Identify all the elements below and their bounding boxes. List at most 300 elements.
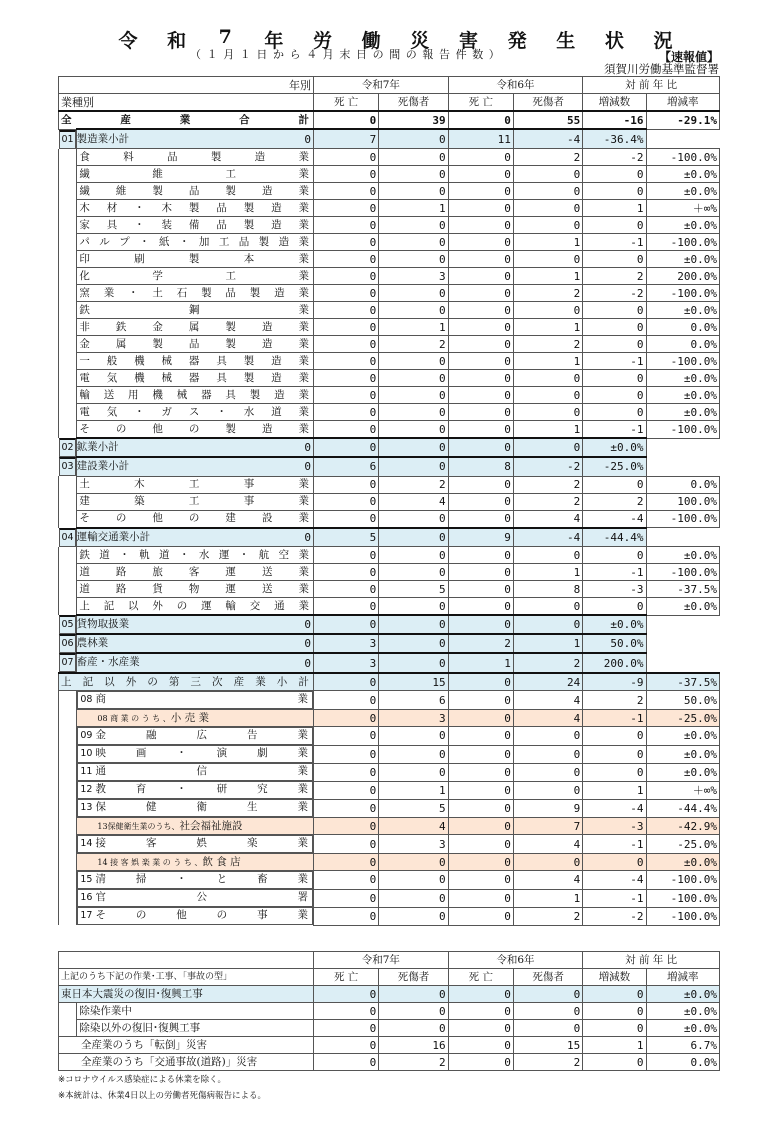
cell-r7c: 0 bbox=[379, 302, 448, 319]
cell-r7c: 0 bbox=[379, 727, 448, 746]
cell-r6d: 0 bbox=[448, 547, 513, 564]
row-code: 08 bbox=[80, 694, 93, 705]
cell-diff: 0 bbox=[583, 1054, 646, 1071]
cell-r7d: 0 bbox=[314, 1020, 379, 1037]
cell-r6c: 9 bbox=[513, 799, 582, 818]
cell-rate: -100.0% bbox=[646, 907, 719, 925]
cell-r7d: 0 bbox=[314, 871, 379, 890]
cell-diff: -1 bbox=[583, 710, 646, 727]
cell-r7d: 0 bbox=[314, 319, 379, 336]
title-char: 害 bbox=[458, 30, 478, 52]
row-code: 06 bbox=[61, 638, 74, 649]
table-row bbox=[59, 387, 720, 404]
cell-r6d: 0 bbox=[448, 598, 513, 616]
cell-r7d: 0 bbox=[314, 781, 379, 799]
row-label: 全産業のうち「転倒」災害 bbox=[59, 1037, 314, 1054]
table-row bbox=[59, 564, 720, 581]
cell-diff: 0 bbox=[583, 166, 646, 183]
title-char: 状 bbox=[604, 30, 624, 52]
cell-r7d: 0 bbox=[314, 200, 379, 217]
cell-r6d: 0 bbox=[448, 510, 513, 528]
cell-rate: ±0.0% bbox=[646, 745, 719, 763]
table-row bbox=[59, 129, 720, 149]
table-row bbox=[59, 1054, 720, 1071]
cell-r6c: 0 bbox=[513, 598, 582, 616]
cell-r7d: 0 bbox=[77, 528, 314, 547]
cell-r7d: 0 bbox=[314, 421, 379, 439]
row-label: そ の 他 の 製 造 業 bbox=[79, 422, 309, 435]
cell-rate: ±0.0% bbox=[646, 763, 719, 781]
r7-header: 令和7年 bbox=[314, 77, 449, 94]
row-label: 食 料 品 製 造 業 bbox=[79, 150, 309, 163]
row-label: そ の 他 の 事 業 bbox=[95, 909, 308, 921]
cell-diff: 0 bbox=[583, 404, 646, 421]
table-row bbox=[59, 302, 720, 319]
cell-rate: ±0.0% bbox=[646, 166, 719, 183]
row-code: 13 bbox=[80, 802, 93, 813]
cell-rate: ±0.0% bbox=[646, 727, 719, 746]
cell-r7c: 3 bbox=[314, 634, 379, 653]
cell-r7d: 0 bbox=[314, 493, 379, 510]
cell-rate: -100.0% bbox=[646, 889, 719, 907]
table-row bbox=[59, 319, 720, 336]
table-row bbox=[59, 907, 720, 925]
cell-r6c: 2 bbox=[513, 476, 582, 493]
cell-r6c: 0 bbox=[513, 763, 582, 781]
table-row bbox=[59, 457, 720, 476]
r6-casualties-header: 死傷者 bbox=[513, 94, 582, 112]
bottom-rate-header: 増減率 bbox=[646, 969, 719, 986]
cell-diff: 0 bbox=[583, 986, 646, 1003]
cell-diff: -4 bbox=[583, 510, 646, 528]
cell-r6c: 0 bbox=[513, 404, 582, 421]
special-work-table bbox=[58, 951, 720, 1071]
cell-r6c: 0 bbox=[513, 745, 582, 763]
cell-r7c: 2 bbox=[379, 1054, 448, 1071]
cell-diff: 2 bbox=[513, 653, 582, 673]
cell-r7c: 4 bbox=[379, 818, 448, 835]
cell-diff: -1 bbox=[583, 234, 646, 251]
cell-r6d: 0 bbox=[448, 727, 513, 746]
table-row bbox=[59, 691, 720, 710]
cell-r7c: 0 bbox=[379, 598, 448, 616]
cell-r6d: 0 bbox=[448, 370, 513, 387]
cell-r6c: 2 bbox=[513, 1054, 582, 1071]
cell-r7c: 0 bbox=[379, 285, 448, 302]
cell-diff: 0 bbox=[583, 183, 646, 200]
cell-r7d: 0 bbox=[314, 889, 379, 907]
table-row bbox=[59, 353, 720, 370]
cell-r6c: 4 bbox=[513, 871, 582, 890]
cell-r7c: 3 bbox=[379, 268, 448, 285]
row-label: 全産業のうち「交通事故(道路)」災害 bbox=[59, 1054, 314, 1071]
cell-r7c: 6 bbox=[314, 457, 379, 476]
title-char: 令 bbox=[118, 30, 138, 52]
cell-rate: 200.0% bbox=[583, 653, 646, 673]
row-label: 農 林 業 bbox=[76, 637, 109, 649]
cell-rate: 50.0% bbox=[583, 634, 646, 653]
cell-r7c: 0 bbox=[379, 564, 448, 581]
table-row bbox=[59, 673, 720, 691]
cell-r7c: 16 bbox=[379, 1037, 448, 1054]
cell-r7c: 2 bbox=[379, 336, 448, 353]
cell-r6c: 0 bbox=[448, 438, 513, 457]
table-row bbox=[59, 183, 720, 200]
cell-rate: ±0.0% bbox=[646, 547, 719, 564]
cell-r6d: 0 bbox=[379, 457, 448, 476]
cell-rate: -37.5% bbox=[646, 581, 719, 598]
cell-r7c: 0 bbox=[379, 234, 448, 251]
cell-r7c: 6 bbox=[379, 691, 448, 710]
cell-diff: 0 bbox=[513, 438, 582, 457]
row-label: パ ル プ ・ 紙 ・ 加 工 品 製 造 業 bbox=[79, 235, 309, 248]
cell-r7c: 0 bbox=[379, 763, 448, 781]
cell-r7d: 0 bbox=[314, 510, 379, 528]
cell-rate: -100.0% bbox=[646, 564, 719, 581]
r6-header: 令和6年 bbox=[448, 77, 583, 94]
row-label: 輸 送 用 機 械 器 具 製 造 業 bbox=[79, 388, 309, 401]
cell-r6c: 8 bbox=[513, 581, 582, 598]
cell-diff: 0 bbox=[583, 370, 646, 387]
title-char: 災 bbox=[410, 30, 430, 52]
cell-r6d: 0 bbox=[448, 871, 513, 890]
row-label: 鉄 鋼 業 bbox=[79, 303, 309, 316]
cell-r6d: 0 bbox=[448, 564, 513, 581]
row-label: 官 公 署 bbox=[95, 891, 308, 903]
cell-r6c: 0 bbox=[513, 1003, 582, 1020]
row-code: 17 bbox=[80, 910, 93, 921]
cell-r6d: 0 bbox=[379, 528, 448, 547]
row-code: 12 bbox=[80, 784, 93, 795]
cell-r7d: 0 bbox=[314, 673, 379, 691]
row-label: 通 信 業 bbox=[95, 765, 308, 777]
cell-r6c: 1 bbox=[513, 353, 582, 370]
cell-r7c: 1 bbox=[379, 319, 448, 336]
cell-diff: 1 bbox=[583, 200, 646, 217]
cell-diff: 0 bbox=[583, 854, 646, 871]
cell-r7c: 0 bbox=[379, 166, 448, 183]
table-row bbox=[59, 710, 720, 727]
cell-rate: 6.7% bbox=[646, 1037, 719, 1054]
table-row bbox=[59, 781, 720, 799]
cell-r6c: 0 bbox=[513, 302, 582, 319]
cell-rate: -100.0% bbox=[646, 871, 719, 890]
table-row bbox=[59, 404, 720, 421]
cell-diff: 1 bbox=[583, 781, 646, 799]
table-row bbox=[59, 745, 720, 763]
row-code: 03 bbox=[61, 461, 74, 472]
cell-r6c: 0 bbox=[513, 1020, 582, 1037]
cell-r6d: 0 bbox=[379, 129, 448, 149]
cell-r7d: 0 bbox=[77, 634, 314, 653]
cell-diff: 0 bbox=[583, 745, 646, 763]
cell-r7c: 0 bbox=[379, 1020, 448, 1037]
cell-r7c: 0 bbox=[379, 217, 448, 234]
bottom-r7-casualties-header: 死傷者 bbox=[379, 969, 448, 986]
row-label: 土 木 工 事 業 bbox=[79, 478, 309, 490]
row-label: 小 売 業 bbox=[170, 711, 209, 724]
row-label: 除染作業中 bbox=[77, 1003, 314, 1020]
cell-r6d: 0 bbox=[448, 781, 513, 799]
row-label: 社会福祉施設 bbox=[179, 819, 243, 832]
rate-header: 増減率 bbox=[646, 94, 719, 112]
cell-r7c: 2 bbox=[379, 476, 448, 493]
cell-r7d: 0 bbox=[314, 404, 379, 421]
cell-rate: ＋∞% bbox=[646, 781, 719, 799]
cell-r6c: 2 bbox=[513, 149, 582, 166]
cell-r6d: 0 bbox=[448, 149, 513, 166]
table-row bbox=[59, 149, 720, 166]
cell-r6d: 0 bbox=[448, 387, 513, 404]
table-row bbox=[59, 370, 720, 387]
table-row bbox=[59, 493, 720, 510]
cell-rate: ±0.0% bbox=[583, 615, 646, 634]
row-label: 印 刷 製 本 業 bbox=[79, 252, 309, 265]
table-row bbox=[59, 251, 720, 268]
cell-r7d: 0 bbox=[314, 835, 379, 854]
row-label: 教 育 ・ 研 究 業 bbox=[95, 783, 308, 795]
cell-r7c: 0 bbox=[379, 404, 448, 421]
cell-rate: ＋∞% bbox=[646, 200, 719, 217]
compare-header: 対 前 年 比 bbox=[583, 77, 720, 94]
cell-r6d: 0 bbox=[448, 234, 513, 251]
cell-r6d: 0 bbox=[448, 1003, 513, 1020]
table-row bbox=[59, 871, 720, 890]
cell-r7d: 0 bbox=[314, 547, 379, 564]
table-row bbox=[59, 854, 720, 871]
cell-r6d: 0 bbox=[448, 166, 513, 183]
cell-r7c: 3 bbox=[314, 653, 379, 673]
cell-r6d: 0 bbox=[448, 889, 513, 907]
cell-r7c: 5 bbox=[379, 799, 448, 818]
r7-deaths-header: 死 亡 bbox=[314, 94, 379, 112]
cell-r6d: 0 bbox=[448, 421, 513, 439]
cell-r6d: 0 bbox=[448, 285, 513, 302]
cell-diff: -1 bbox=[583, 564, 646, 581]
cell-r6d: 0 bbox=[448, 200, 513, 217]
cell-r7d: 0 bbox=[314, 710, 379, 727]
table-row bbox=[59, 547, 720, 564]
cell-r7d: 0 bbox=[77, 129, 314, 149]
table-row bbox=[59, 234, 720, 251]
cell-rate: ±0.0% bbox=[646, 217, 719, 234]
bottom-r7-deaths-header: 死 亡 bbox=[314, 969, 379, 986]
cell-r7d: 0 bbox=[77, 457, 314, 476]
cell-diff: 0 bbox=[583, 547, 646, 564]
cell-r7d: 0 bbox=[77, 438, 314, 457]
cell-rate: 100.0% bbox=[646, 493, 719, 510]
cell-r7d: 0 bbox=[314, 111, 379, 129]
year-header: 年別 bbox=[59, 77, 314, 94]
title-char: 況 bbox=[653, 30, 673, 52]
cell-r6c: 8 bbox=[448, 457, 513, 476]
cell-r6c: 0 bbox=[513, 370, 582, 387]
table-row bbox=[59, 986, 720, 1003]
cell-diff: 0 bbox=[583, 319, 646, 336]
cell-r6d: 0 bbox=[448, 835, 513, 854]
note-covid: ※コロナウイルス感染症による休業を除く。 bbox=[58, 1075, 226, 1085]
preliminary-label: 【速報値】 bbox=[658, 50, 719, 64]
row-code: 09 bbox=[80, 730, 93, 741]
cell-r7c: 0 bbox=[379, 547, 448, 564]
row-label: 化 学 工 業 bbox=[79, 269, 309, 282]
cell-rate: -25.0% bbox=[646, 835, 719, 854]
cell-r7c: 4 bbox=[379, 493, 448, 510]
cell-r6c: 2 bbox=[513, 493, 582, 510]
row-label: 金 融 広 告 業 bbox=[95, 729, 308, 741]
cell-r7d: 0 bbox=[314, 336, 379, 353]
cell-r6d: 0 bbox=[448, 854, 513, 871]
cell-diff: -2 bbox=[583, 285, 646, 302]
row-code: 02 bbox=[61, 442, 74, 453]
cell-diff: -16 bbox=[583, 111, 646, 129]
row-label: 道 路 旅 客 運 送 業 bbox=[79, 565, 309, 578]
cell-r6c: 0 bbox=[513, 166, 582, 183]
cell-r6c: 2 bbox=[513, 285, 582, 302]
row-label: 電 気 ・ ガ ス ・ 水 道 業 bbox=[79, 405, 309, 418]
cell-r7d: 0 bbox=[314, 1054, 379, 1071]
cell-rate: ±0.0% bbox=[646, 387, 719, 404]
cell-r6c: 11 bbox=[448, 129, 513, 149]
cell-diff: 1 bbox=[513, 634, 582, 653]
cell-r7c: 0 bbox=[379, 251, 448, 268]
cell-r7d: 0 bbox=[314, 268, 379, 285]
row-label: 東日本大震災の復旧･復興工事 bbox=[59, 986, 314, 1003]
row-code: 01 bbox=[61, 133, 74, 145]
row-label: 上 記 以 外 の 運 輸 交 通 業 bbox=[79, 599, 309, 612]
cell-rate: ±0.0% bbox=[583, 438, 646, 457]
row-code: 10 bbox=[80, 748, 93, 759]
cell-r6d: 0 bbox=[448, 1037, 513, 1054]
table-row bbox=[59, 1037, 720, 1054]
table-row bbox=[59, 598, 720, 616]
cell-r6d: 0 bbox=[448, 476, 513, 493]
table-row bbox=[59, 763, 720, 781]
cell-r7c: 0 bbox=[379, 149, 448, 166]
cell-r7d: 0 bbox=[314, 476, 379, 493]
cell-r7c: 0 bbox=[379, 854, 448, 871]
cell-r6c: 0 bbox=[513, 986, 582, 1003]
cell-rate: -25.0% bbox=[646, 710, 719, 727]
row-label: 窯 業 ・ 土 石 製 品 製 造 業 bbox=[79, 286, 309, 299]
row-label: 鉄 道 ・ 軌 道 ・ 水 運 ・ 航 空 業 bbox=[79, 548, 309, 561]
cell-r7c: 0 bbox=[379, 183, 448, 200]
cell-r7d: 0 bbox=[314, 727, 379, 746]
table-row bbox=[59, 510, 720, 528]
row-prefix: 08 商 業 の う ち 、 bbox=[97, 713, 171, 723]
row-label: 上 記 以 外 の 第 三 次 産 業 小 計 bbox=[61, 675, 309, 688]
cell-rate: -44.4% bbox=[583, 528, 646, 547]
title-char: 発 bbox=[507, 30, 527, 52]
cell-rate: -100.0% bbox=[646, 149, 719, 166]
cell-r6d: 0 bbox=[448, 319, 513, 336]
cell-diff: 2 bbox=[583, 691, 646, 710]
cell-r6d: 0 bbox=[448, 493, 513, 510]
cell-diff: -3 bbox=[583, 818, 646, 835]
cell-diff: -4 bbox=[513, 528, 582, 547]
cell-diff: -1 bbox=[583, 835, 646, 854]
cell-r7d: 0 bbox=[314, 166, 379, 183]
cell-r6c: 4 bbox=[513, 510, 582, 528]
cell-diff: -4 bbox=[583, 871, 646, 890]
cell-r6c: 0 bbox=[513, 183, 582, 200]
table-row bbox=[59, 581, 720, 598]
cell-r6c: 1 bbox=[448, 653, 513, 673]
cell-r6d: 0 bbox=[448, 799, 513, 818]
cell-diff: -1 bbox=[583, 421, 646, 439]
cell-diff: 0 bbox=[583, 763, 646, 781]
cell-r6d: 0 bbox=[379, 634, 448, 653]
table-row bbox=[59, 421, 720, 439]
row-label: 建 築 工 事 業 bbox=[79, 495, 309, 507]
table-row bbox=[59, 217, 720, 234]
cell-r6d: 0 bbox=[379, 653, 448, 673]
cell-r6c: 4 bbox=[513, 835, 582, 854]
cell-r6c: 0 bbox=[513, 547, 582, 564]
cell-rate: -100.0% bbox=[646, 421, 719, 439]
cell-r6d: 0 bbox=[448, 183, 513, 200]
cell-rate: -25.0% bbox=[583, 457, 646, 476]
row-label: 金 属 製 品 製 造 業 bbox=[79, 337, 309, 350]
cell-rate: -100.0% bbox=[646, 234, 719, 251]
table-row bbox=[59, 615, 720, 634]
cell-r6c: 4 bbox=[513, 691, 582, 710]
cell-diff: 0 bbox=[583, 387, 646, 404]
cell-r7d: 0 bbox=[314, 854, 379, 871]
table-row bbox=[59, 438, 720, 457]
table-row bbox=[59, 336, 720, 353]
cell-r6d: 0 bbox=[448, 353, 513, 370]
row-label: 鉱 業 小 計 bbox=[76, 441, 119, 453]
cell-r6c: 1 bbox=[513, 421, 582, 439]
cell-rate: ±0.0% bbox=[646, 251, 719, 268]
cell-r7c: 3 bbox=[379, 710, 448, 727]
cell-rate: ±0.0% bbox=[646, 183, 719, 200]
cell-r7d: 0 bbox=[314, 353, 379, 370]
cell-diff: 0 bbox=[583, 1003, 646, 1020]
title-char: 働 bbox=[361, 30, 381, 52]
cell-r7d: 0 bbox=[77, 653, 314, 673]
table-row bbox=[59, 818, 720, 835]
cell-diff: 0 bbox=[513, 615, 582, 634]
row-label: 除染以外の復旧･復興工事 bbox=[77, 1020, 314, 1037]
cell-r7c: 0 bbox=[379, 907, 448, 925]
cell-r7c: 1 bbox=[379, 781, 448, 799]
row-label: 電 気 機 械 器 具 製 造 業 bbox=[79, 371, 309, 384]
cell-r6d: 0 bbox=[448, 404, 513, 421]
cell-r7c: 0 bbox=[379, 745, 448, 763]
cell-diff: -1 bbox=[583, 889, 646, 907]
cell-r6d: 0 bbox=[448, 691, 513, 710]
cell-r6c: 9 bbox=[448, 528, 513, 547]
cell-r6d: 0 bbox=[448, 1054, 513, 1071]
cell-r7c: 0 bbox=[379, 986, 448, 1003]
cell-rate: -100.0% bbox=[646, 510, 719, 528]
cell-rate: 0.0% bbox=[646, 476, 719, 493]
row-label: 畜 産 ・ 水 産 業 bbox=[76, 656, 140, 668]
cell-r7c: 0 bbox=[379, 871, 448, 890]
cell-r7d: 0 bbox=[314, 564, 379, 581]
cell-r7d: 0 bbox=[77, 615, 314, 634]
table-row bbox=[59, 200, 720, 217]
title-char: 和 bbox=[167, 30, 187, 52]
row-label: 全 産 業 合 計 bbox=[61, 113, 309, 126]
cell-rate: ±0.0% bbox=[646, 404, 719, 421]
cell-r7d: 0 bbox=[314, 370, 379, 387]
cell-r7c: 0 bbox=[379, 421, 448, 439]
table-row bbox=[59, 835, 720, 854]
cell-diff: 0 bbox=[583, 727, 646, 746]
